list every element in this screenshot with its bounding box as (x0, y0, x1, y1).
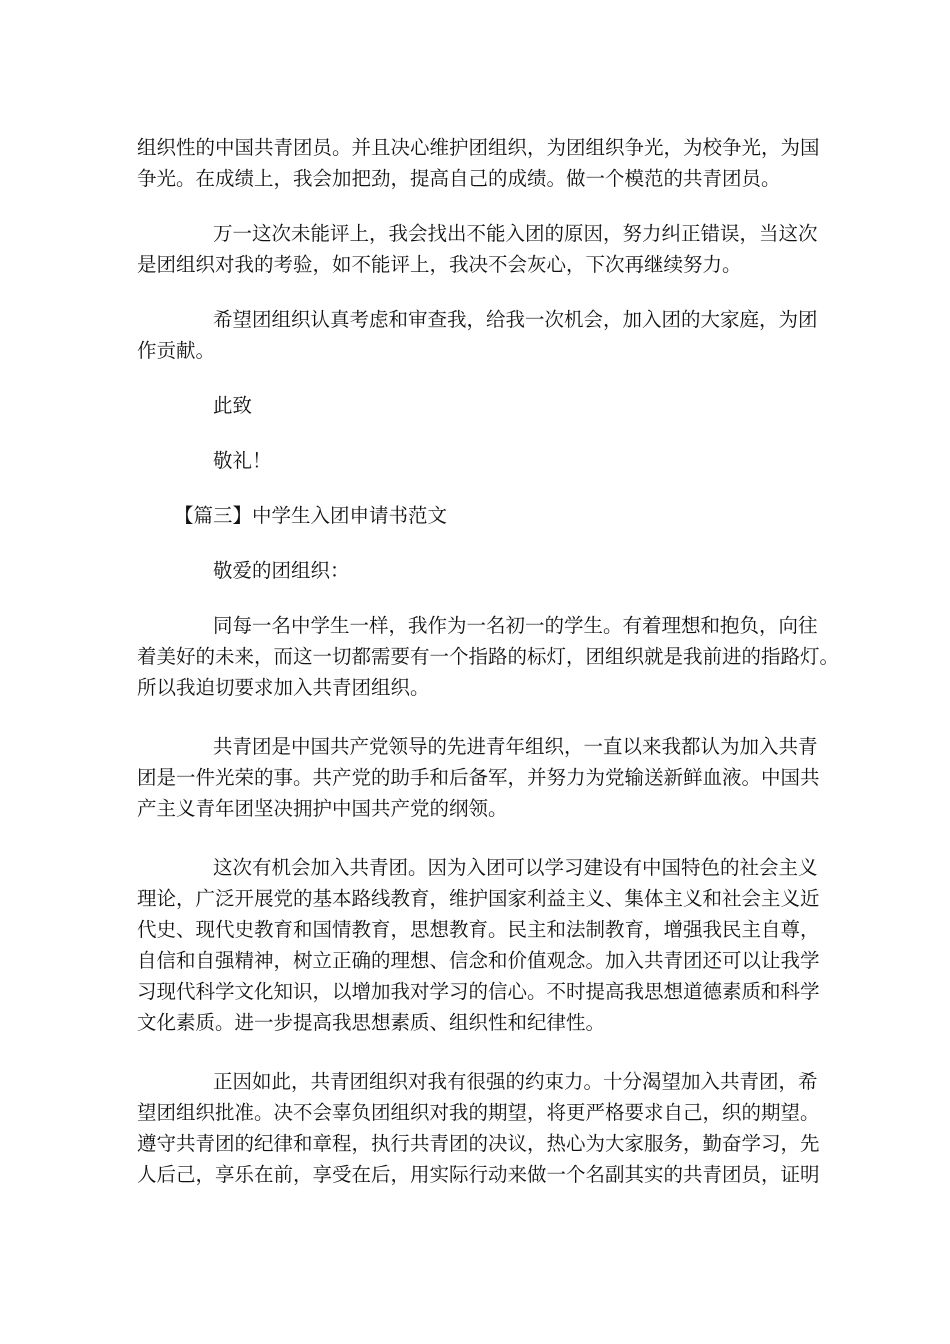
paragraph-1 (137, 132, 827, 194)
text-line: 这次有机会加入共青团。因为入团可以学习建设有中国特色的社会主义 (213, 856, 818, 879)
text-line: 着美好的未来，而这一切都需要有一个指路的标灯，团组织就是我前进的指路灯。 (137, 645, 840, 668)
text-line: 所以我迫切要求加入共青团组织。 (137, 676, 430, 699)
paragraph-3 (137, 304, 827, 366)
text-line: 望团组织批准。决不会辜负团组织对我的期望，将更严格要求自己，织的期望。 (137, 1101, 820, 1124)
text-line: 代史、现代史教育和国情教育，思想教育。民主和法制教育，增强我民主自尊， (137, 918, 820, 941)
text-line: 争光。在成绩上，我会加把劲，提高自己的成绩。做一个模范的共青团员。 (137, 167, 781, 190)
document-body (137, 132, 840, 1190)
paragraph-7 (137, 1066, 827, 1190)
paragraph-5 (137, 731, 827, 824)
text-line: 遵守共青团的纪律和章程，执行共青团的决议，热心为大家服务，勤奋学习，先 (137, 1132, 820, 1155)
section-title: 【篇三】中学生入团申请书范文 (174, 504, 448, 527)
text-line: 团是一件光荣的事。共产党的助手和后备军，并努力为党输送新鲜血液。中国共 (137, 766, 820, 789)
text-line: 理论，广泛开展党的基本路线教育，维护国家利益主义、集体主义和社会主义近 (137, 887, 820, 910)
text-line: 习现代科学文化知识，以增加我对学习的信心。不时提高我思想道德素质和科学 (137, 980, 820, 1003)
text-line: 敬爱的团组织： (213, 559, 350, 582)
closing-regards (137, 445, 827, 476)
section-heading (137, 500, 827, 531)
text-line: 同每一名中学生一样，我作为一名初一的学生。有着理想和抱负，向往 (213, 614, 818, 637)
text-line: 敬礼！ (213, 449, 272, 472)
paragraph-2 (137, 218, 827, 280)
closing-salutation (137, 390, 827, 421)
text-line: 希望团组织认真考虑和审查我，给我一次机会，加入团的大家庭，为团 (213, 308, 818, 331)
text-line: 是团组织对我的考验，如不能评上，我决不会灰心，下次再继续努力。 (137, 253, 742, 276)
text-line: 文化素质。进一步提高我思想素质、组织性和纪律性。 (137, 1011, 606, 1034)
text-line: 作贡献。 (137, 339, 216, 362)
text-line: 组织性的中国共青团员。并且决心维护团组织，为团组织争光，为校争光，为国 (137, 136, 820, 159)
greeting (137, 555, 827, 586)
text-line: 共青团是中国共产党领导的先进青年组织，一直以来我都认为加入共青 (213, 735, 818, 758)
text-line: 人后己，享乐在前，享受在后，用实际行动来做一个名副其实的共青团员，证明 (137, 1163, 820, 1186)
text-line: 此致 (213, 394, 253, 417)
text-line: 产主义青年团坚决拥护中国共产党的纲领。 (137, 797, 508, 820)
paragraph-6 (137, 852, 827, 1038)
paragraph-4 (137, 610, 840, 703)
text-line: 万一这次未能评上，我会找出不能入团的原因，努力纠正错误，当这次 (213, 222, 818, 245)
text-line: 正因如此，共青团组织对我有很强的约束力。十分渴望加入共青团，希 (213, 1070, 818, 1093)
text-line: 自信和自强精神，树立正确的理想、信念和价值观念。加入共青团还可以让我学 (137, 949, 820, 972)
